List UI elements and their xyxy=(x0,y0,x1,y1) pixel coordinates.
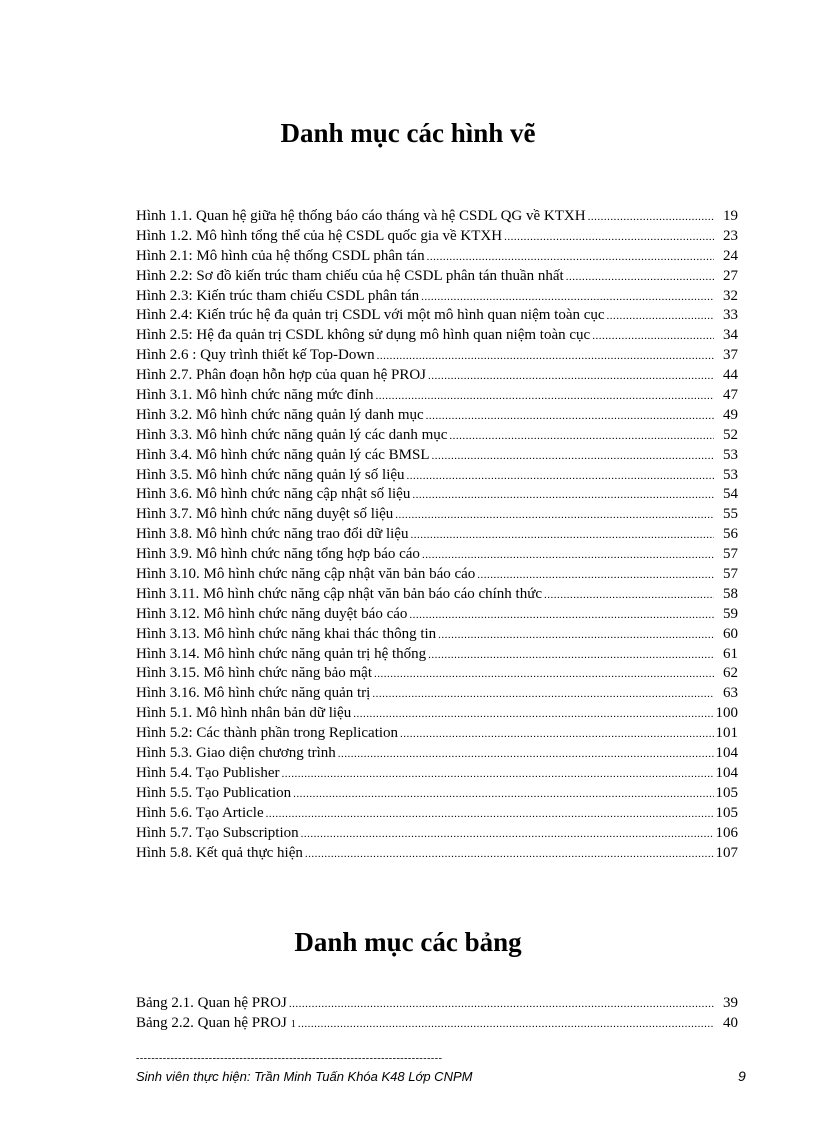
figure-entry-label: Hình 3.6. Mô hình chức năng cập nhật số liệu xyxy=(136,486,411,503)
figure-entry-page: 23 xyxy=(723,227,738,244)
figure-entry xyxy=(136,287,738,307)
figure-entry xyxy=(136,326,738,346)
dot-leader xyxy=(374,665,714,685)
footer-separator: -------------------------------------------------------------------------------- xyxy=(136,1054,443,1064)
figure-entry-label: Hình 5.7. Tạo Subscription xyxy=(136,824,299,841)
figure-entry-label: Hình 3.4. Mô hình chức năng quản lý các BMSL xyxy=(136,446,430,463)
figure-entry xyxy=(136,684,738,704)
figure-entry-page: 101 xyxy=(715,725,738,742)
figure-entry-page: 34 xyxy=(723,327,738,344)
figure-entry-label: Hình 3.13. Mô hình chức năng khai thác thông tin xyxy=(136,625,437,642)
figure-entry-label: Hình 3.3. Mô hình chức năng quản lý các danh mục xyxy=(136,426,448,443)
figure-entry xyxy=(136,664,738,684)
dot-leader xyxy=(298,1015,714,1035)
figure-entry-page: 57 xyxy=(723,566,738,583)
figure-entry-label: Hình 3.1. Mô hình chức năng mức đỉnh xyxy=(136,387,374,404)
figure-entry-page: 106 xyxy=(715,824,738,841)
figure-entry-label: Hình 5.3. Giao diện chương trình xyxy=(136,745,336,762)
dot-leader xyxy=(395,506,714,526)
figure-entry-label: Hình 3.12. Mô hình chức năng duyệt báo cáo xyxy=(136,605,408,622)
figures-list xyxy=(136,207,738,863)
dot-leader xyxy=(421,288,714,308)
figure-entry-page: 32 xyxy=(723,287,738,304)
figure-entry xyxy=(136,784,738,804)
figure-entry xyxy=(136,724,738,744)
figure-entry-page: 100 xyxy=(715,705,738,722)
figure-entry-label: Hình 3.5. Mô hình chức năng quản lý số liệu xyxy=(136,466,405,483)
figure-entry-page: 58 xyxy=(723,585,738,602)
footer-text: Sinh viên thực hiện: Trần Minh Tuấn Khóa K48 Lớp CNPM xyxy=(136,1069,473,1084)
figure-entry-label: Hình 3.2. Mô hình chức năng quản lý danh mục xyxy=(136,406,424,423)
figure-entry-page: 107 xyxy=(715,844,738,861)
figure-entry-label: Hình 3.11. Mô hình chức năng cập nhật văn bản báo cáo chính thức xyxy=(136,585,543,602)
figure-entry-label: Hình 2.2: Sơ đồ kiến trúc tham chiếu của hệ CSDL phân tán thuần nhất xyxy=(136,267,564,284)
figure-entry xyxy=(136,466,738,486)
figure-entry-label: Hình 5.2: Các thành phần trong Replication xyxy=(136,725,399,742)
figure-entry-label: Hình 5.1. Mô hình nhân bản dữ liệu xyxy=(136,705,352,722)
dot-leader xyxy=(428,646,714,666)
figure-entry-label: Hình 5.4. Tạo Publisher xyxy=(136,764,280,781)
figure-entry-page: 33 xyxy=(723,307,738,324)
figure-entry-page: 57 xyxy=(723,546,738,563)
figure-entry-label: Hình 2.1: Mô hình của hệ thống CSDL phân tán xyxy=(136,247,425,264)
table-entry xyxy=(136,994,738,1014)
tables-list xyxy=(136,994,738,1034)
figure-entry-page: 104 xyxy=(715,745,738,762)
figure-entry-page: 44 xyxy=(723,367,738,384)
dot-leader xyxy=(338,745,714,765)
figure-entry-page: 49 xyxy=(723,406,738,423)
figure-entry xyxy=(136,605,738,625)
figure-entry-label: Hình 2.3: Kiến trúc tham chiếu CSDL phân tán xyxy=(136,287,420,304)
figure-entry xyxy=(136,386,738,406)
figure-entry-page: 60 xyxy=(723,625,738,642)
dot-leader xyxy=(407,467,714,487)
figure-entry xyxy=(136,744,738,764)
table-entry-page: 40 xyxy=(723,1014,738,1031)
figure-entry xyxy=(136,645,738,665)
dot-leader xyxy=(477,566,714,586)
figure-entry-page: 55 xyxy=(723,506,738,523)
figure-entry-page: 104 xyxy=(715,764,738,781)
figures-title: Danh mục các hình vẽ xyxy=(280,118,536,148)
dot-leader xyxy=(289,995,714,1015)
table-entry-page: 39 xyxy=(723,995,738,1011)
figure-entry xyxy=(136,446,738,466)
figure-entry xyxy=(136,824,738,844)
figure-entry xyxy=(136,625,738,645)
figure-entry xyxy=(136,406,738,426)
dot-leader xyxy=(426,407,714,427)
figure-entry-label: Hình 1.2. Mô hình tổng thể của hệ CSDL quốc gia về KTXH xyxy=(136,227,503,244)
figure-entry xyxy=(136,545,738,565)
dot-leader xyxy=(412,486,714,506)
dot-leader xyxy=(400,725,713,745)
figure-entry xyxy=(136,525,738,545)
dot-leader xyxy=(281,765,713,785)
dot-leader xyxy=(438,626,714,646)
figure-entry-page: 56 xyxy=(723,526,738,543)
figure-entry-label: Hình 3.10. Mô hình chức năng cập nhật văn bản báo cáo xyxy=(136,566,476,583)
figure-entry xyxy=(136,426,738,446)
dot-leader xyxy=(353,705,713,725)
figure-entry-label: Hình 2.4: Kiến trúc hệ đa quản trị CSDL với một mô hình quan niệm toàn cục xyxy=(136,307,605,324)
dot-leader xyxy=(432,447,714,467)
dot-leader xyxy=(592,327,714,347)
figure-entry-label: Hình 3.9. Mô hình chức năng tổng hợp báo cáo xyxy=(136,546,420,563)
figure-entry-label: Hình 2.5: Hệ đa quản trị CSDL không sử dụng mô hình quan niệm toàn cục xyxy=(136,327,591,344)
figure-entry-page: 47 xyxy=(723,387,738,404)
figure-entry-label: Hình 1.1. Quan hệ giữa hệ thống báo cáo tháng và hệ CSDL QG về KTXH xyxy=(136,208,586,224)
figure-entry-label: Hình 3.16. Mô hình chức năng quản trị xyxy=(136,685,371,702)
figure-entry xyxy=(136,704,738,724)
dot-leader xyxy=(372,685,714,705)
figure-entry-label: Hình 2.6 : Quy trình thiết kế Top-Down xyxy=(136,347,375,364)
figure-entry-page: 53 xyxy=(723,446,738,463)
dot-leader xyxy=(449,427,714,447)
figure-entry-label: Hình 5.5. Tạo Publication xyxy=(136,784,292,801)
dot-leader xyxy=(427,248,714,268)
figure-entry-page: 61 xyxy=(723,645,738,662)
figure-entry-page: 52 xyxy=(723,426,738,443)
figure-entry-page: 105 xyxy=(715,804,738,821)
tables-title: Danh mục các bảng xyxy=(294,927,522,957)
figure-entry xyxy=(136,247,738,267)
dot-leader xyxy=(422,546,714,566)
dot-leader xyxy=(293,785,713,805)
figure-entry xyxy=(136,565,738,585)
figure-entry xyxy=(136,366,738,386)
dot-leader xyxy=(305,845,714,865)
figure-entry xyxy=(136,346,738,366)
dot-leader xyxy=(588,208,714,228)
figure-entry-label: Hình 3.15. Mô hình chức năng bảo mật xyxy=(136,665,373,682)
dot-leader xyxy=(544,586,714,606)
figure-entry-page: 24 xyxy=(723,247,738,264)
figure-entry xyxy=(136,267,738,287)
figure-entry xyxy=(136,585,738,605)
figure-entry xyxy=(136,306,738,326)
figure-entry xyxy=(136,764,738,784)
dot-leader xyxy=(428,367,714,387)
figure-entry-label: Hình 5.6. Tạo Article xyxy=(136,804,264,821)
table-entry-label: Bảng 2.1. Quan hệ PROJ xyxy=(136,995,287,1011)
figure-entry-page: 54 xyxy=(723,486,738,503)
figure-entry xyxy=(136,505,738,525)
figure-entry-page: 63 xyxy=(723,685,738,702)
figure-entry-page: 27 xyxy=(723,267,738,284)
dot-leader xyxy=(377,347,714,367)
dot-leader xyxy=(566,268,714,288)
figure-entry-page: 53 xyxy=(723,466,738,483)
figure-entry xyxy=(136,844,738,864)
figure-entry-page: 105 xyxy=(715,784,738,801)
figure-entry xyxy=(136,207,738,227)
dot-leader xyxy=(410,526,714,546)
dot-leader xyxy=(607,307,714,327)
figure-entry-label: Hình 3.14. Mô hình chức năng quản trị hệ thống xyxy=(136,645,427,662)
figure-entry-label: Hình 3.7. Mô hình chức năng duyệt số liệu xyxy=(136,506,394,523)
dot-leader xyxy=(301,825,714,845)
figure-entry xyxy=(136,804,738,824)
page-number: 9 xyxy=(738,1068,746,1084)
figure-entry xyxy=(136,485,738,505)
figure-entry-label: Hình 5.8. Kết quả thực hiện xyxy=(136,844,303,861)
dot-leader xyxy=(375,387,714,407)
dot-leader xyxy=(409,606,714,626)
figure-entry-page: 62 xyxy=(723,665,738,682)
figure-entry-page: 59 xyxy=(723,605,738,622)
figure-entry-page: 37 xyxy=(723,347,738,364)
dot-leader xyxy=(504,228,714,248)
figure-entry xyxy=(136,227,738,247)
table-entry-label: Bảng 2.2. Quan hệ PROJ xyxy=(136,1014,287,1031)
figure-entry-label: Hình 2.7. Phân đoạn hỗn hợp của quan hệ PROJ xyxy=(136,367,426,384)
figure-entry-page: 19 xyxy=(723,208,738,224)
dot-leader xyxy=(266,805,714,825)
table-entry xyxy=(136,1014,738,1034)
figure-entry-label: Hình 3.8. Mô hình chức năng trao đổi dữ liệu xyxy=(136,526,409,543)
table-entry-subscript: 1 xyxy=(290,1018,296,1030)
